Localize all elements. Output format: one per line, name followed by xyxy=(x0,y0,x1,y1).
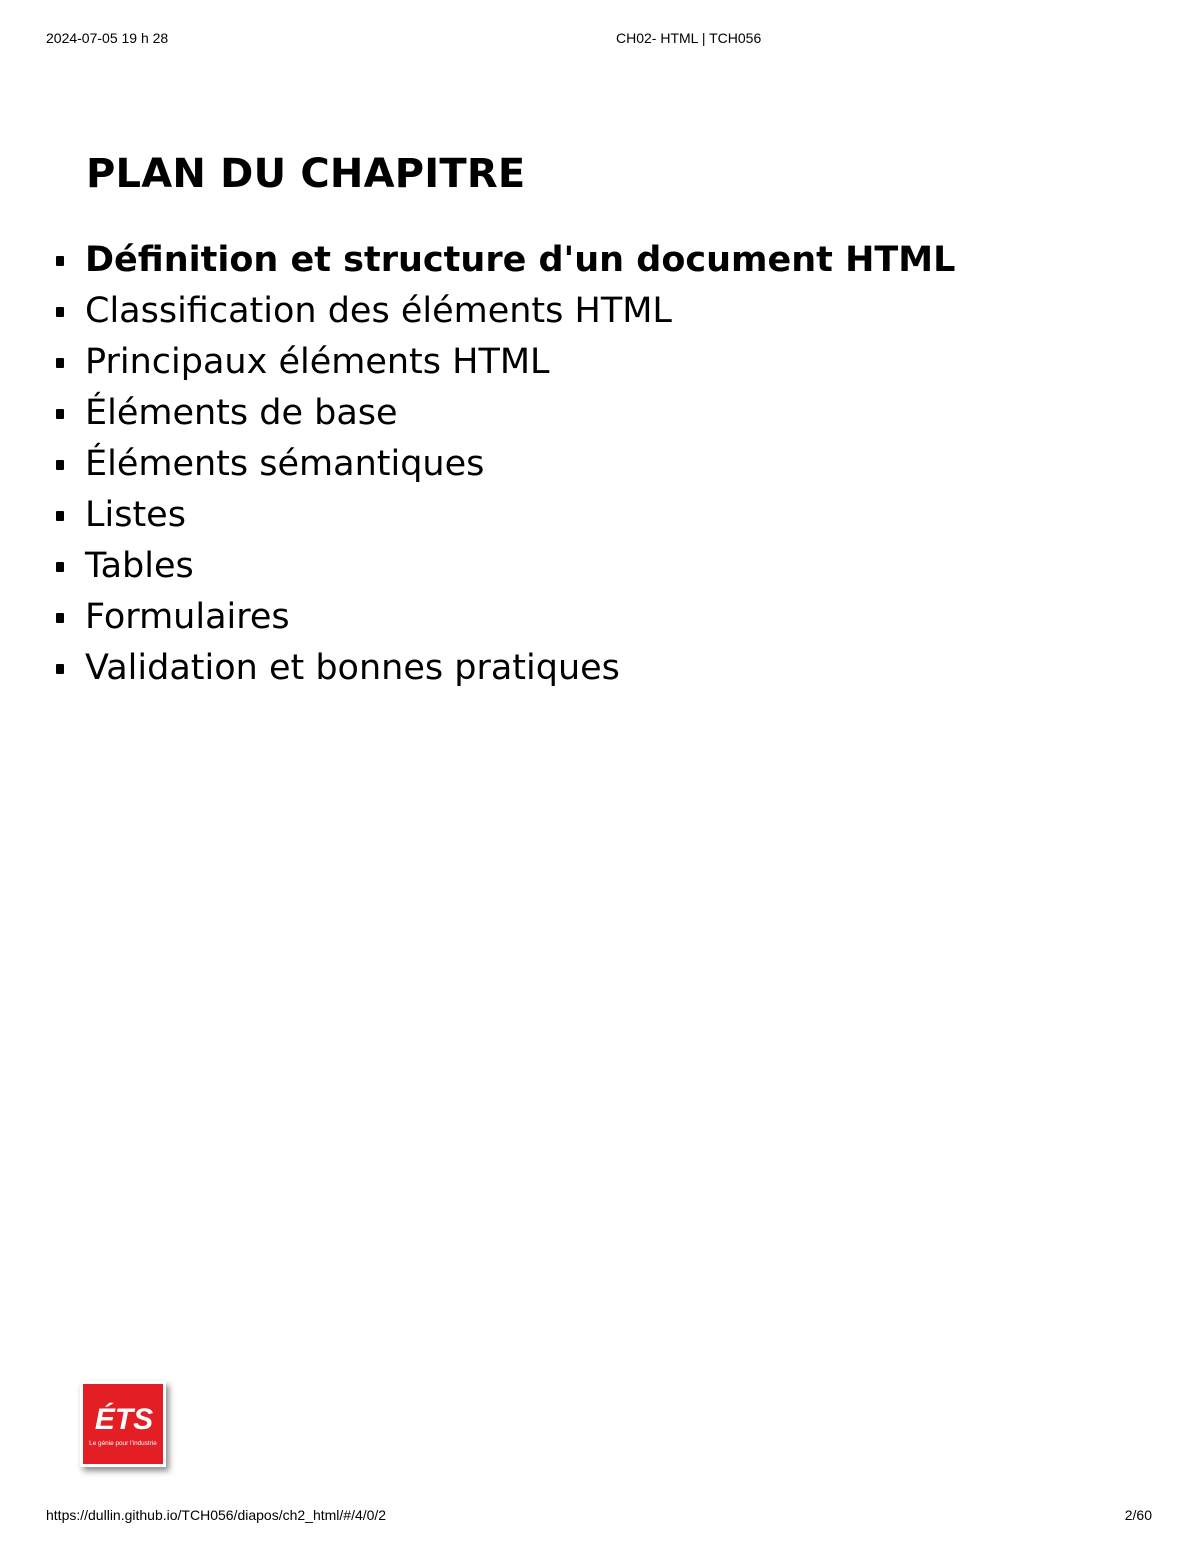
ets-logo-tagline: Le génie pour l'industrie xyxy=(89,1440,157,1447)
print-header xyxy=(0,30,1200,48)
outline-item-label: Éléments de base xyxy=(85,393,398,433)
bullet-icon xyxy=(56,307,64,317)
bullet-icon xyxy=(56,460,64,470)
outline-item-label: Éléments sémantiques xyxy=(85,444,485,484)
bullet-icon xyxy=(56,409,64,419)
print-document-title: CH02- HTML | TCH056 xyxy=(616,30,762,46)
bullet-icon xyxy=(56,358,64,368)
outline-item-label: Validation et bonnes pratiques xyxy=(85,648,620,688)
ets-logo-text: ÉTS xyxy=(94,1403,154,1436)
bullet-icon xyxy=(56,664,64,674)
outline-item-label: Formulaires xyxy=(85,597,290,637)
print-footer xyxy=(0,1507,1200,1525)
ets-logo-badge xyxy=(83,1384,163,1464)
bullet-icon xyxy=(56,511,64,521)
ets-logo-icon xyxy=(83,1384,163,1464)
bullet-icon xyxy=(56,562,64,572)
outline-item-label: Tables xyxy=(85,546,194,586)
outline-item-label: Définition et structure d'un document HTML xyxy=(85,240,956,280)
outline-item-label: Listes xyxy=(85,495,186,535)
outline-item-label: Classification des éléments HTML xyxy=(85,291,672,331)
bullet-icon xyxy=(56,256,64,266)
page-indicator: 2/60 xyxy=(1124,1507,1152,1523)
outline-item-label: Principaux éléments HTML xyxy=(85,342,550,382)
print-datetime: 2024-07-05 19 h 28 xyxy=(46,30,169,46)
ets-logo xyxy=(80,1381,166,1467)
slide-title: PLAN DU CHAPITRE xyxy=(86,151,526,197)
print-url: https://dullin.github.io/TCH056/diapos/ch2_html/#/4/0/2 xyxy=(46,1507,387,1523)
bullet-icon xyxy=(56,613,64,623)
